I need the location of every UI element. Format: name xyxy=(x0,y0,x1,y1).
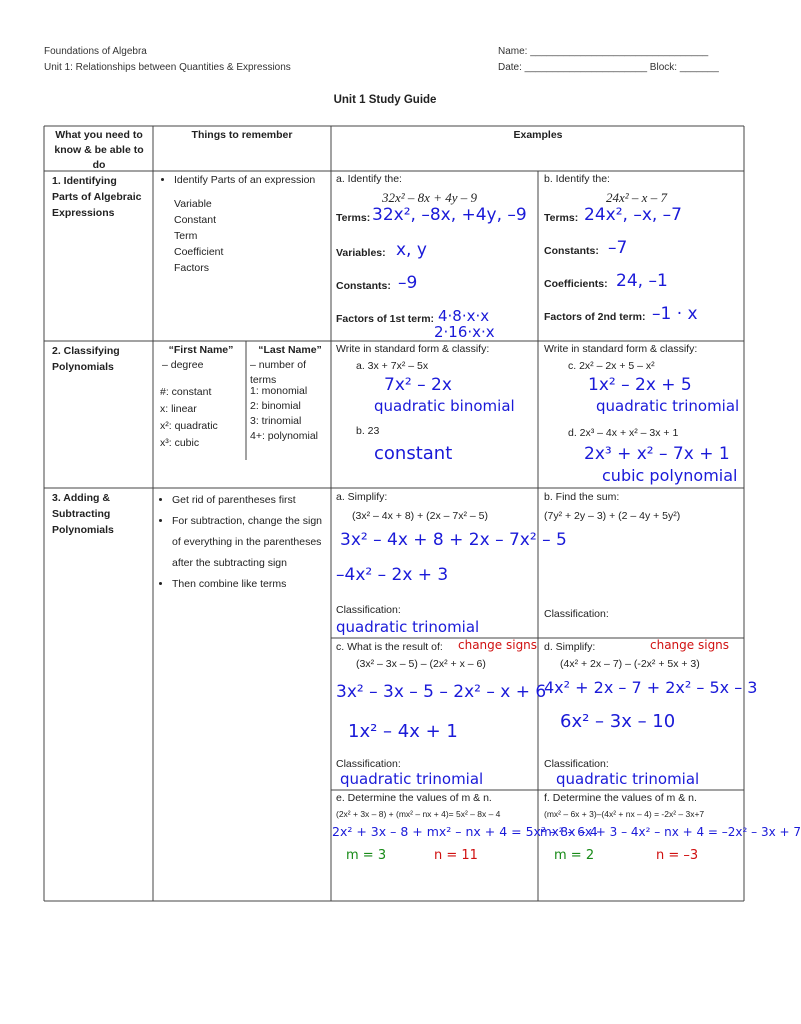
row1-ex-a-factors-label: Factors of 1st term: xyxy=(336,313,435,325)
col-header-examples: Examples xyxy=(513,129,563,141)
row3-ex-c-class: quadratic trinomial xyxy=(340,770,484,788)
row3-ex-a-prompt: a. Simplify: xyxy=(336,491,388,503)
list-item: 3: trinomial xyxy=(250,415,302,427)
row3-ex-d-class: quadratic trinomial xyxy=(556,770,700,788)
row2-ex-d-answer: 2x³ + x² – 7x + 1 xyxy=(584,444,730,464)
list-item: Coefficient xyxy=(174,246,224,258)
row3-ex-c-expr: (3x² – 3x – 5) – (2x² + x – 6) xyxy=(356,658,486,670)
row3-ex-d-answer: 6x² – 3x – 10 xyxy=(560,711,676,732)
col-header-know: What you need to know & be able to do xyxy=(54,129,144,171)
list-item: 2: binomial xyxy=(250,400,301,412)
row1-ex-b-constants-answer: –7 xyxy=(608,238,628,258)
row2-ex-a-answer: 7x² – 2x xyxy=(384,375,452,395)
row2-ex-c-class: quadratic trinomial xyxy=(596,397,740,415)
course-name: Foundations of Algebra xyxy=(44,46,147,57)
first-name-box xyxy=(158,343,244,373)
row2-ex-d-class: cubic polynomial xyxy=(602,466,738,485)
date-block-field[interactable]: Date: ______________________ Block: _______ xyxy=(498,62,719,73)
row3-ex-d-expr: (4x² + 2x – 7) – (-2x² + 5x + 3) xyxy=(560,658,700,670)
page-title: Unit 1 Study Guide xyxy=(333,94,437,106)
row3-ex-e-m: m = 3 xyxy=(346,848,387,863)
row2-right-prompt: Write in standard form & classify: xyxy=(544,343,698,355)
row3-ex-b-prompt: b. Find the sum: xyxy=(544,491,620,503)
row3-ex-a-answer: –4x² – 2x + 3 xyxy=(336,565,449,585)
row3-ex-d-work: 4x² + 2x – 7 + 2x² – 5x – 3 xyxy=(544,678,758,697)
last-name-title: “Last Name” xyxy=(258,344,322,356)
row3-bullet: • Get rid of parentheses first xyxy=(172,490,328,511)
row1-ex-a-constants-answer: –9 xyxy=(398,273,418,293)
last-name-desc: – number of terms xyxy=(250,359,307,386)
row3-ex-a-work: 3x² – 4x + 8 + 2x – 7x² – 5 xyxy=(340,530,567,550)
row3-ex-f-work: mx² – 6x + 3 – 4x² – nx + 4 = –2x² – 3x + 7 xyxy=(540,825,801,839)
col-header-remember: Things to remember xyxy=(191,129,293,141)
row3-ex-c-prompt: c. What is the result of: xyxy=(336,641,443,653)
row2-ex-a-class: quadratic binomial xyxy=(374,397,515,415)
row3-ex-a-class: quadratic trinomial xyxy=(336,618,480,636)
row1-ex-a-factors-answer-1: 4·8·x·x xyxy=(438,307,490,325)
row3-ex-f-m: m = 2 xyxy=(554,848,595,863)
row3-ex-e-expr: (2x² + 3x – 8) + (mx² – nx + 4)= 5x² – 8x – 4 xyxy=(336,809,501,819)
row3-ex-d-class-label: Classification: xyxy=(544,758,609,770)
list-item: x: linear xyxy=(160,403,197,415)
row3-ex-b-expr: (7y² + 2y – 3) + (2 – 4y + 5y²) xyxy=(544,510,681,522)
list-item: x³: cubic xyxy=(160,437,200,449)
list-item: x²: quadratic xyxy=(160,420,218,432)
row3-ex-d-note: change signs xyxy=(650,638,730,652)
row3-ex-f-prompt: f. Determine the values of m & n. xyxy=(544,792,697,804)
row1-ex-b-factors-answer: –1 · x xyxy=(652,304,698,324)
row1-ex-a-terms-answer: 32x², –8x, +4y, –9 xyxy=(372,205,527,225)
row1-ex-a-constants-label: Constants: xyxy=(336,280,391,292)
row3-bullet: • Then combine like terms xyxy=(172,574,328,595)
row1-ex-a-factors-answer-2: 2·16·x·x xyxy=(434,323,495,341)
list-item: 1: monomial xyxy=(250,385,308,397)
row3-ex-a-class-label: Classification: xyxy=(336,604,401,616)
row1-ex-a-variables-label: Variables: xyxy=(336,247,386,259)
list-item: Constant xyxy=(174,214,217,226)
row1-topic: 1. Identifying Parts of Algebraic Expressions xyxy=(52,175,142,219)
row3-ex-a-expr: (3x² – 4x + 8) + (2x – 7x² – 5) xyxy=(352,510,488,522)
list-item: Term xyxy=(174,230,198,242)
row3-topic: 3. Adding & Subtracting Polynomials xyxy=(52,492,114,536)
row1-ex-b-terms-answer: 24x², –x, –7 xyxy=(584,205,682,225)
row1-ex-a-variables-answer: x, y xyxy=(396,240,427,260)
row2-left-prompt: Write in standard form & classify: xyxy=(336,343,490,355)
row2-ex-a-prompt: a. 3x + 7x² – 5x xyxy=(356,360,429,372)
row3-ex-e-work: 2x² + 3x – 8 + mx² – nx + 4 = 5x² – 8x – 4 xyxy=(332,824,598,839)
row3-ex-e-n: n = 11 xyxy=(434,848,478,863)
row1-ex-b-prompt: b. Identify the: xyxy=(544,173,610,185)
list-item: Factors xyxy=(174,262,210,274)
row1-remember xyxy=(160,173,328,276)
row3-ex-b-class-label: Classification: xyxy=(544,608,609,620)
row1-ex-b-factors-label: Factors of 2nd term: xyxy=(544,311,646,323)
row2-ex-b-prompt: b. 23 xyxy=(356,425,380,437)
row3-ex-c-note: change signs xyxy=(458,638,538,652)
term-list xyxy=(250,384,330,444)
row1-ex-a-prompt: a. Identify the: xyxy=(336,173,402,185)
row2-ex-d-prompt: d. 2x³ – 4x + x² – 3x + 1 xyxy=(568,427,679,439)
list-item: Variable xyxy=(174,198,212,210)
row3-ex-d-prompt: d. Simplify: xyxy=(544,641,596,653)
first-name-title: “First Name” xyxy=(168,344,234,356)
row3-bullet: • For subtraction, change the sign of everything in the parentheses after the subtracting sign xyxy=(172,511,328,574)
row2-ex-c-prompt: c. 2x² – 2x + 5 – x² xyxy=(568,360,655,372)
row1-ex-b-coefficients-label: Coefficients: xyxy=(544,278,608,290)
first-name-desc: – degree xyxy=(162,359,204,371)
name-field[interactable]: Name: ________________________________ xyxy=(498,46,709,57)
row1-ex-b-constants-label: Constants: xyxy=(544,245,599,257)
row2-ex-c-answer: 1x² – 2x + 5 xyxy=(588,375,692,395)
row1-ex-a-terms-label: Terms: xyxy=(336,212,371,224)
row1-bullet: • Identify Parts of an expression xyxy=(174,173,328,188)
list-item: #: constant xyxy=(160,386,212,398)
row3-ex-c-work: 3x² – 3x – 5 – 2x² – x + 6 xyxy=(336,682,547,702)
row3-ex-c-answer: 1x² – 4x + 1 xyxy=(348,721,458,742)
degree-list xyxy=(160,384,246,452)
row3-ex-c-class-label: Classification: xyxy=(336,758,401,770)
list-item: 4+: polynomial xyxy=(250,430,318,442)
row3-ex-e-prompt: e. Determine the values of m & n. xyxy=(336,792,492,804)
row1-ex-b-terms-label: Terms: xyxy=(544,212,579,224)
row1-ex-a-expression: 32x² – 8x + 4y – 9 xyxy=(382,190,477,205)
last-name-box xyxy=(250,343,330,388)
row3-ex-f-n: n = –3 xyxy=(656,848,699,863)
unit-name: Unit 1: Relationships between Quantities & Expressions xyxy=(44,62,291,73)
row1-ex-b-expression: 24x² – x – 7 xyxy=(606,190,667,205)
row3-ex-f-expr: (mx² – 6x + 3)–(4x² + nx – 4) = -2x² – 3x+7 xyxy=(544,809,705,819)
row1-ex-b-coefficients-answer: 24, –1 xyxy=(616,271,668,291)
row2-topic: 2. Classifying Polynomials xyxy=(52,345,120,373)
row2-ex-b-answer: constant xyxy=(374,443,453,464)
row3-remember xyxy=(158,490,328,595)
